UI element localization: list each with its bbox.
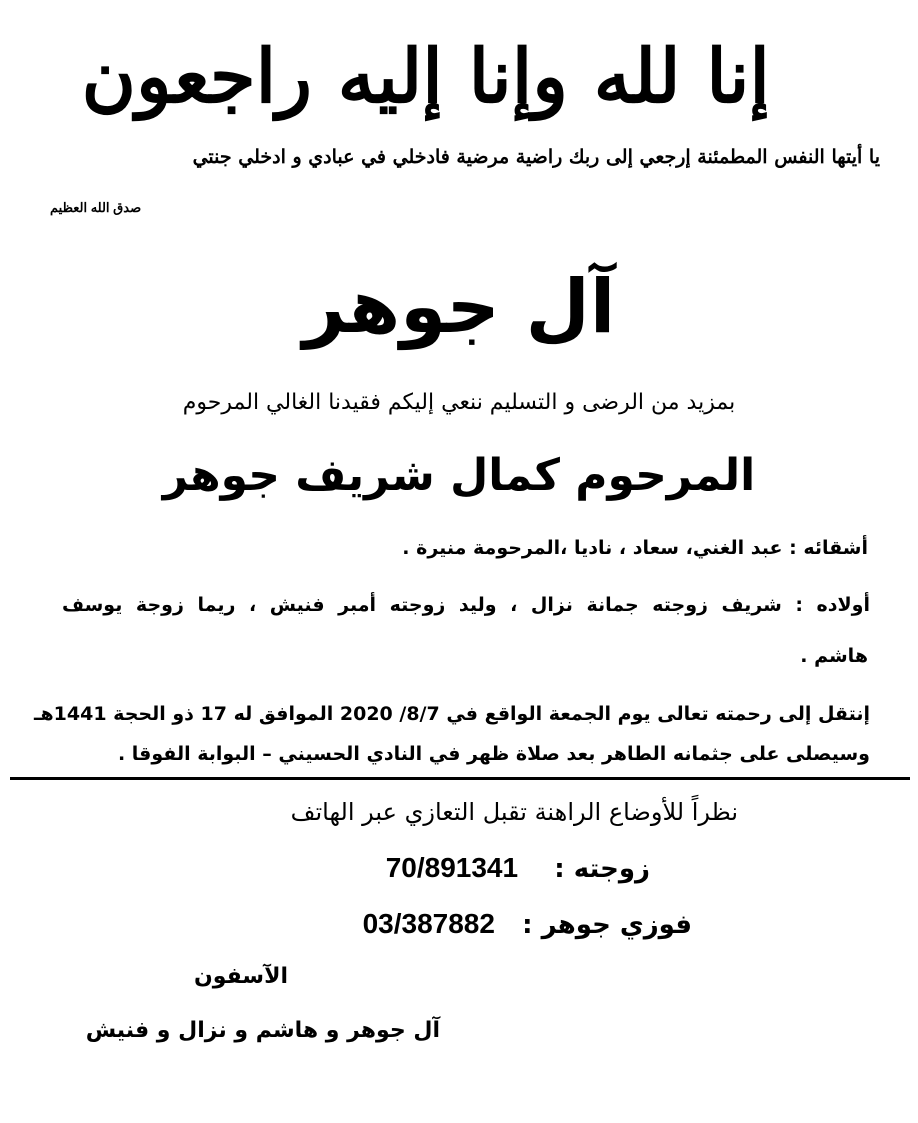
intro-text: بمزيد من الرضى و التسليم ننعي إليكم فقيدنا الغالي المرحوم xyxy=(182,390,736,415)
fawzi-label: فوزي جوهر : xyxy=(522,910,692,940)
children-line-1: أولاده : شريف زوجته جمانة نزال ، وليد زوجته أمبر فنيش ، ريما زوجة يوسف xyxy=(62,594,870,616)
quran-verse: يا أيتها النفس المطمئنة إرجعي إلى ربك راضية مرضية فادخلي في عبادي و ادخلي جنتي xyxy=(192,146,880,168)
fawzi-phone: 03/387882 xyxy=(362,908,495,939)
verse-attribution: صدق الله العظيم xyxy=(50,200,142,215)
wife-contact xyxy=(386,852,650,884)
calligraphy-header: إنا لله وإنا إليه راجعون xyxy=(81,34,770,120)
mourner-families: آل جوهر و هاشم و نزال و فنيش xyxy=(85,1018,440,1043)
wife-label: زوجته : xyxy=(554,854,650,884)
fawzi-contact xyxy=(363,908,692,940)
mourners-label: الآسفون xyxy=(194,964,288,989)
funeral-line-2: وسيصلى على جثمانه الطاهر بعد صلاة ظهر في النادي الحسيني – البوابة الفوقا . xyxy=(117,743,870,765)
section-divider xyxy=(10,777,910,780)
siblings-line: أشقائه : عبد الغني، سعاد ، ناديا ،المرحومة منيرة . xyxy=(402,537,868,559)
condolence-notice: نظراً للأوضاع الراهنة تقبل التعازي عبر الهاتف xyxy=(290,798,738,826)
wife-phone: 70/891341 xyxy=(385,852,519,883)
family-title: آل جوهر xyxy=(302,264,616,350)
deceased-name: المرحوم كمال شريف جوهر xyxy=(162,450,756,501)
funeral-line-1: إنتقل إلى رحمته تعالى يوم الجمعة الواقع في 8/7/ 2020 الموافق له 17 ذو الحجة 1441هـ xyxy=(34,703,870,725)
children-line-2: هاشم . xyxy=(800,645,868,667)
